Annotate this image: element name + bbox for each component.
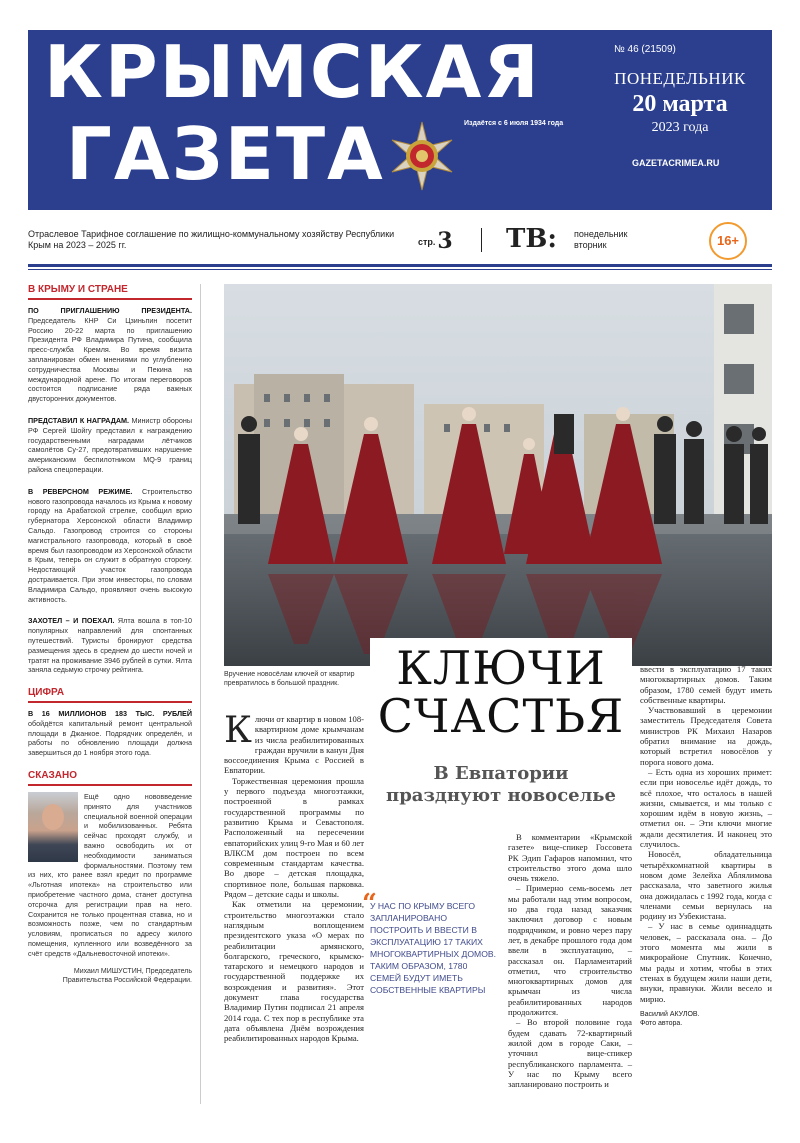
article-column-3: В комментарии «Крымской газете» вице-спикер Госсовета РК Эдип Гафаров напомнил, что строительство этого дома шло очень тяжело. – Примерно семь-восемь лет мы работали над этим вопросом, но два года назад заказчик заключил договор с новым подрядчиком, и ровно через пару лет, в декабре прошлого года дом ввели в эксплуатацию, – рассказал он. Парламентарий отметил, что строительство многоквартирных домов для крымчан из числа реабилитированных народов продолжится. – Во второй половине года будем сдавать 72-квартирный жилой дом в городе Саки, – уточнил вице-спикер республиканского парламента. – У нас по Крыму всего запланировано построить и	[508, 832, 632, 1090]
tv-days: понедельник вторник	[574, 229, 628, 250]
strip-divider	[481, 228, 482, 252]
founded-note: Издаётся с 6 июля 1934 года	[464, 120, 564, 127]
news-item: ПРЕДСТАВИЛ К НАГРАДАМ. Министр обороны РФ Сергей Шойгу представил к награждению государственными наградами лётчиков самолётов Су-27, предотвративших нарушение американским беспилотником MQ-9 границ района спецоперации.	[28, 415, 192, 474]
age-rating-badge: 16+	[709, 222, 747, 260]
quote-of-day: Ещё одно нововведение принято для участников специальной военной операции и мобилизованных. Ребята сейчас проходят службу, и важно освободить их от необходимости заниматься формальностями. Поэтому тем из них, кто ранее взял кредит по программе «Льготная ипотека» на строительство или приобретение частного дома, станет доступна отсрочка для регистрации прав на него. Сохранится не только процентная ставка, но и возможность позже, чем по стандартным условиям, прописаться по адресу жилого помещения, купленного или возведённого за счёт средств «Дальневосточной ипотеки».	[28, 792, 192, 958]
news-item: ЗАХОТЕЛ – И ПОЕХАЛ. Ялта вошла в топ-10 популярных направлений для спонтанных путешествий. Туристы бронируют средства размещения здесь в среднем до шести ночей и тратят на проживание 3946 рублей в сутки. Ялта заняла седьмую строчку рейтинга.	[28, 616, 192, 675]
newspaper-title-line2: ГАЗЕТА	[66, 112, 385, 196]
issue-year: 2023 года	[651, 120, 709, 135]
news-column	[28, 284, 192, 985]
tariff-agreement-teaser[interactable]: Отраслевое Тарифное соглашение по жилищно-коммунальному хозяйству Республики Крым на 2023 – 2025 гг.	[28, 229, 395, 250]
article-column-4: ввести в эксплуатацию 17 таких многоквартирных домов. Таким образом, 1780 семей будут иметь собственные квартиры. Участвовавший в церемонии заместитель Председателя Совета министров РК Михаил Назаров обратил внимание на дождь, который встретил новосёлов у порога нового дома. – Есть одна из хороших примет: если при новоселье идёт дождь, то всё плохое, что осталось в нашей жизни, смывается, и мы только с хорошим идём в новую жизнь, – отметил он. – Эти ключи многие ждали десятилетия. И наконец это случилось. Новосёл, обладательница четырёхкомнатной квартиры в новом доме Зелейха Аблялимова рассказала, что заветного жилья она дожидалась с 1992 года, когда с членами семьи вернулась на родину из Узбекистана. – У нас в семье одиннадцать человек, – рассказала она. – До этого момента мы жили в микрорайоне Спутник. Конечно, мы рады и хотим, чтобы в этих стенах в будущем жили наши дети, внуки, правнуки. Жили весело и мирно. Василий АКУЛОВ. Фото автора.	[640, 664, 772, 1027]
website-link[interactable]: GAZETACRIMEA.RU	[632, 158, 720, 168]
drop-cap: К	[224, 710, 252, 751]
figure-item: В 16 МИЛЛИОНОВ 183 ТЫС. РУБЛЕЙ обойдётся капитальный ремонт центральной площади в Джанкое. Подрядчик определён, и работы по обновлению площади должна завершиться до 1 ноября этого года.	[28, 709, 192, 758]
news-item: В РЕВЕРСНОМ РЕЖИМЕ. Строительство нового газопровода началось из Крыма к новому городу на Арабатской стрелке, сообщил врио губернатора Херсонской области Владимир Сальдо. Газопровод строится со стороны магистрального газопровода, который в своё время был газопроводом из Херсонской области в Крым, теперь он служит в обратную сторону. Недостающий участок газопровода достраивается. При этом инвесторы, по словам Владимира Сальдо, проявляют очень высокую активность.	[28, 486, 192, 604]
pull-quote: У НАС ПО КРЫМУ ВСЕГО ЗАПЛАНИРОВАНО ПОСТРОИТЬ И ВВЕСТИ В ЭКСПЛУАТАЦИЮ 17 ТАКИХ МНОГОКВАРТИРНЫХ ДОМОВ. ТАКИМ ОБРАЗОМ, 1780 СЕМЕЙ БУДУТ ИМЕТЬ СОБСТВЕННЫЕ КВАРТИРЫ	[370, 901, 496, 995]
article-column-1: Ключи от квартир в новом 108-квартирном доме крымчанам из числа реабилитированных граждан вручили в канун Дня воссоединения Крыма с Россией в Евпатории. Торжественная церемония прошла у первого подъезда многоэтажки, построенной в рамках государственной программы по развитию Крыма и Севастополя. Расположенный на пересечении евпаторийских улиц 9-го Мая и 60 лет ВЛКСМ дом построен по всем современным стандартам качества. Во дворе – детская площадка, спортивное поле, большая парковка. Рядом – детские сады и школы. Как отметили на церемонии, строительство многоэтажки стало наглядным воплощением президентского указа «О мерах по реабилитации армянского, болгарского, греческого, крымско-татарского и немецкого народов и государственной поддержке их возрождения и развития». Этот документ глава государства Владимир Путин подписал 21 апреля 2014 года. С тех пор в республике эта дата объявлена Днём возрождения реабилитированных народов Крыма.	[224, 710, 365, 1044]
photo-caption: Вручение новосёлам ключей от квартир превратилось в большой праздник.	[224, 671, 355, 687]
newspaper-title-line1: КРЫМСКАЯ	[44, 30, 541, 114]
issue-weekday: ПОНЕДЕЛЬНИК	[614, 69, 746, 88]
column-divider	[200, 284, 201, 1104]
tv-label: ТВ:	[506, 224, 557, 254]
issue-info	[600, 44, 760, 168]
section-head-said: СКАЗАНО	[28, 770, 192, 786]
order-emblem-icon	[386, 120, 458, 192]
article-subheadline: В Евпатории празднуют новоселье	[386, 763, 616, 806]
quote-author: Михаил МИШУСТИН, Председатель Правительства Российской Федерации.	[62, 967, 192, 984]
news-item: ПО ПРИГЛАШЕНИЮ ПРЕЗИДЕНТА. Председатель КНР Си Цзиньпин посетит Россию 20-22 марта по приглашению Президента РФ Владимира Путина, сообщила пресс-служба Кремля. Во время визита запланирован обмен мнениями по углублению сотрудничества Москвы и Пекина на международной арене. По итогам переговоров состоится подписание ряда важных двусторонних документов.	[28, 306, 192, 404]
section-head-figure: ЦИФРА	[28, 687, 192, 703]
header-rule-thin	[28, 269, 772, 270]
issue-number: № 46 (21509)	[614, 44, 676, 55]
page-reference: стр.3	[418, 228, 453, 254]
avatar	[28, 792, 78, 862]
article-photo	[224, 284, 772, 666]
article-headline[interactable]: КЛЮЧИ СЧАСТЬЯ	[377, 641, 625, 743]
section-head-crimea: В КРЫМУ И СТРАНЕ	[28, 284, 192, 300]
issue-date: 20 марта	[632, 91, 728, 117]
quote-mark-icon: “	[362, 889, 377, 919]
header-rule	[28, 264, 772, 267]
article-author: Василий АКУЛОВ. Фото автора.	[640, 1010, 700, 1027]
